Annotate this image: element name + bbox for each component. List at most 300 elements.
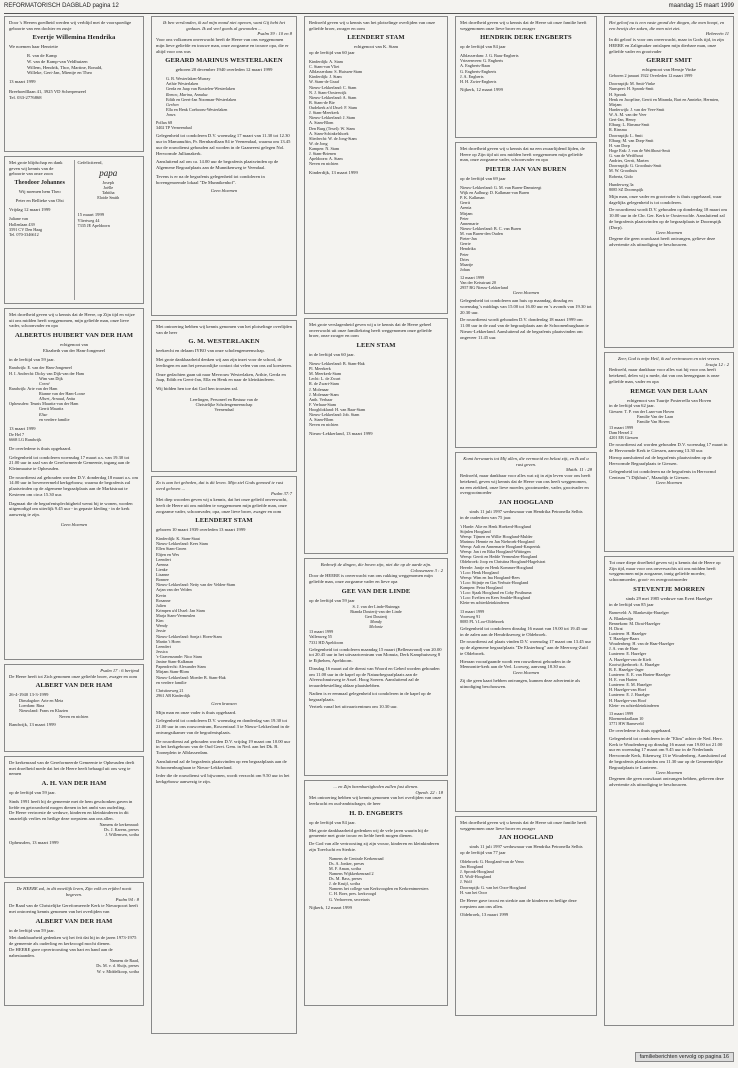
address-line: 8085 SZ Doornspijk xyxy=(609,186,644,192)
family-line: Lisanne xyxy=(156,572,170,578)
address-line: 3771 HW Barneveld xyxy=(609,721,644,727)
family-line: A. Blankestijn xyxy=(609,615,634,621)
family-line: H. E. van Harten xyxy=(609,677,638,683)
age-text: op de leeftijd van 69 jaar xyxy=(460,176,506,182)
deceased-name: JAN HOOGLAND xyxy=(498,834,554,842)
paragraph: De Heere vertroeste de weduwe, kinderen en kleinkinderen in dit smartelijk verlies en heilige deze roepstem aan ons allen. xyxy=(9,810,129,822)
family-line: A. Stam-Blom xyxy=(309,417,334,423)
header-left: REFORMATORISCH DAGBLAD pagina 12 xyxy=(4,3,119,9)
family-line: Namens het college van Kerkvoogden en Kerkrentmeesters xyxy=(329,886,429,892)
family-line: G. B. Westerlaken-Murray xyxy=(166,76,211,82)
paragraph: De rouwdienst wordt D.V. gehouden op donderdag 18 maart om 10.00 uur in de Chr. Ger. Kerk te Oosterwolde. Aansluitend zal de begrafenis plaatsvinden op de begraafplaats te Doornspijk (Dorp). xyxy=(609,207,727,230)
date: Nijkerk, 12 maart 1999 xyxy=(460,86,503,92)
family-line: Melanie xyxy=(369,624,383,630)
kid-name: Eloide Smith xyxy=(97,195,120,201)
family-line: H. Hazelger-van Hoef xyxy=(609,687,647,693)
family-line: Gerrie xyxy=(460,241,471,247)
death-notice-steventje-morren xyxy=(604,556,734,1026)
family-line: Klein-en achterkleinkinderen xyxy=(460,600,509,606)
family-line: Martin 't Hoen xyxy=(156,638,181,644)
address-line: Pollux 68 xyxy=(156,120,173,126)
family-line: Weesp: Jan t en Rika Hoogland-Wittingen xyxy=(460,549,531,555)
family-line: Bennekom: M. Dirat-Hazelger xyxy=(609,620,661,626)
paragraph: Dagmaat die de begrafenisplechtigheid wenst bij te wonen, worden uitgenodigd om uiterlijk 9.45 uur - in gepaste kleding - in de kerk aanwezig te zijn. xyxy=(9,500,133,518)
family-line: Doornspijk: G. Groothuis-Smit xyxy=(609,163,662,169)
signature-line: W. v. Middelkoop, scriba xyxy=(96,968,139,974)
family-line: Oldebroek: Joop en Christina Hoogland-Hagelstrat xyxy=(460,559,546,565)
family-line: Albert, Arnaud, Anita xyxy=(39,396,76,402)
age-text: in de leeftijd van 59 jaar. xyxy=(9,927,55,933)
quote: Zo is aan het gebeden, dat is dit leven. Mijn ziel Gods gemoed te rust werd geloven ... xyxy=(156,480,284,491)
paragraph: Met dankbaarheid gedenken wij het feit dat hij in de jaren 1973-1975 de gemeente als ouderling en kerkvoogd mocht dienen. xyxy=(9,935,137,947)
paragraph: Bedroefd, maar dankbaar voor alles wat hij voor ons heeft betekend, delen wij u mede, dat van ons heengegaan is onze geliefde man, vader en opa xyxy=(609,367,720,384)
family-line: J. Stam-Meerkerk xyxy=(309,110,340,116)
family-line: Weesp: Gerrit en Hedde Vermeulen-Hoogland xyxy=(460,554,538,560)
family-line: Lunteren: E. Hazelger xyxy=(609,651,647,657)
paragraph: De overledene is thuis opgebaard. xyxy=(9,445,72,451)
family-line: en verdere familie xyxy=(39,416,70,422)
quote-ref: Psalm 39 : 10 en 8 xyxy=(257,31,292,37)
family-line: Wijk en Aalburg: D. Kalkman-van Buren xyxy=(460,190,530,196)
family-line: Anth. Verhaar xyxy=(309,396,333,402)
dates: Geboren 2 januari 1922 Overleden 12 maart 1999 xyxy=(609,73,693,79)
family-line: Barneveld: A. Blankestijn-Hazelger xyxy=(609,610,669,616)
family-line: Kim xyxy=(156,618,164,624)
address-line: 2961 AB Kinderdijk xyxy=(156,692,191,698)
family-line: Lunteren: H. Hazelger xyxy=(609,630,647,636)
date: 15 maart 1999 xyxy=(77,212,105,218)
intro-text: Met grote blijdschap en dank geven wij kennis van de geboorte van onze zoon xyxy=(9,160,63,177)
death-notice-albert-family xyxy=(4,664,144,752)
family-line: Nieuw-Lekkerland: Job. Stam xyxy=(309,412,360,418)
family-line: Mirjam xyxy=(460,210,473,216)
family-line: J. Stam-Brienen xyxy=(309,151,336,157)
family-line: W. Stam-de Graaf xyxy=(309,79,340,85)
address-line: Christineweg 21 xyxy=(156,687,184,693)
sign-off: Geen bloemen xyxy=(655,480,683,486)
date: Opheusden, 13 maart 1999 xyxy=(9,840,59,846)
column-3 xyxy=(304,16,448,1010)
quote-ref: Openb. 22 : 18 xyxy=(415,789,443,795)
address-line: Bloemendaallaan 10 xyxy=(609,715,644,721)
family-line: J. A. van de Haar xyxy=(609,646,638,652)
sub-text: echtgenoot van Hensje Vinke xyxy=(642,67,696,73)
family-line: Randwijk: E. van der Ham-Jongeneel xyxy=(9,365,72,371)
family-line: A. Hazelger-van de Kieft xyxy=(609,656,652,662)
family-line: H. Spronk xyxy=(609,91,627,97)
family-line: Leendert xyxy=(156,643,171,649)
family-line: Loerdam: Rina xyxy=(19,703,45,709)
paragraph: Mijn man, onze vader en grootvader is thuis opgebaard, waar dagelijks gelegenheid is tot condoleren. xyxy=(609,193,722,205)
signature-line: Namens de kerkenraad: xyxy=(99,821,139,827)
address-line: Hunderweg 3a xyxy=(609,181,634,187)
sign-off: Geen bloemen xyxy=(655,230,683,236)
age-text: in de leeftijd van 85 jaar xyxy=(609,601,654,607)
family-line: Kinderdijk: K. Stam-Staat xyxy=(156,536,200,542)
age-text: in de leeftijd van 60 jaar. xyxy=(309,352,355,358)
family-line: Gerben xyxy=(166,101,179,107)
family-line: Arenia xyxy=(460,205,472,211)
kid-name: Joëlle xyxy=(103,184,114,190)
death-notice-jan-hoogland-family xyxy=(455,816,597,1016)
family-line: W. A. M. van der Veer xyxy=(609,112,647,118)
family-line: Apeldoorn: A. Stam xyxy=(309,156,343,162)
date: 13 maart 1999 xyxy=(9,425,36,431)
sign-off: Geen bloemen xyxy=(210,188,238,194)
address-line: 13 maart 1999 xyxy=(460,608,485,614)
deceased-name: ALBERT VAN DER HAM xyxy=(35,682,113,690)
paragraph: Met diep woorden geven wij u kennis, dat het onze geliefd onverwacht, heeft de Heere uit ons midden te weggenomen mijn geliefde man, onze zorgzame vader, schoonvader, opa, onze lieve broer, zwager en oom xyxy=(156,497,288,514)
address: Breehoedllaan 41, 3925 VD Scherpenzeel xyxy=(9,88,87,94)
date: 13 maart 1999 xyxy=(9,79,36,85)
family-line: Familie Van der Laan xyxy=(637,414,674,420)
paragraph: Sinds 1991 heeft hij de gemeente met de hem geschonken gaven in liefde en getrouwheid mogen dienen in het ambt van ouderling. xyxy=(9,798,133,810)
family-line: Nunspeet: H. Spronk-Smit xyxy=(609,86,654,92)
paragraph: De God van alle vertroosting zij zijn vrouw, kinderen en kleinkinderen zijn Toevlucht en Sterkte. xyxy=(309,841,439,852)
paragraph: Zij die geen kaart hebben ontvangen, kunnen deze advertentie als uitnodiging beschouwen. xyxy=(460,677,581,689)
family-line: Neven en nichten xyxy=(309,161,339,167)
family-list xyxy=(460,524,592,606)
column-4 xyxy=(455,16,597,1020)
age-text: in de leeftijd van 59 jaar. xyxy=(9,356,55,362)
family-line: Weesp: Wim en Ina Hoogland-Rees xyxy=(460,574,520,580)
paragraph: De rouwdienst wordt gehouden D.V. donderdag 18 maart 1999 om 11.00 uur in de zaal van de begraafplaats aan de Schoonenburghaan te Nieuw-Lekkerland. Aansluitend zal de begrafenis plaatsvinden om ongeveer 11.45 uur. xyxy=(460,317,589,340)
paragraph: Gelegenheid tot condoleren maandag 15 maart (Bellenavond) van 20.00 tot 20.45 uur in het uitvaartcentrum van Monuta, Derk Kamphuisweg 8 te Eijbehen, Apeldoorn. xyxy=(309,646,442,664)
paragraph: De Heere heeft tot Zich genomen onze geliefde broer, zwager en oom xyxy=(9,673,138,679)
death-notice-leen-stam xyxy=(304,318,448,554)
sub-text: sinds 11 juli 1997 weduwnaar van Hendrika Petronella Selbis xyxy=(469,844,583,850)
paragraph: Met grote dankbaarheid gedenken wij de vele jaren waarin hij de gemeente met grote trouw en liefde heeft mogen dienen. xyxy=(309,827,429,839)
family-line: Harderwijk: J. van der Veer-Smit xyxy=(609,106,665,112)
family-list xyxy=(309,361,443,428)
family-line: Gerda en Jaap van Boxtelen-Westerlaken xyxy=(166,86,235,92)
family-line: Vriezenveen: G. Engberts xyxy=(460,58,504,64)
signature-line: Veenendaal xyxy=(214,407,234,413)
family-line: Ds. A. Jonker, preses xyxy=(329,860,365,866)
family-line: Corné xyxy=(39,380,50,386)
family-line: Leendert xyxy=(156,556,171,562)
family-line: J. Wolf xyxy=(460,879,472,885)
age-text: in de leeftijd van 62 jaar. xyxy=(609,403,655,409)
family-line: A. Engberts-Baan xyxy=(460,63,491,69)
paragraph: Bedroefd geven wij u kennis van het plotselinge overlijden van onze geliefde broer, zwager en oom xyxy=(309,20,436,31)
family-line: Namens de Centrale Kerkenraad xyxy=(329,855,384,861)
family-list xyxy=(460,859,592,895)
paragraph: Met droefheid geven wij u kennis dat de Heere uit onze familie heeft weggenomen onze lieve broer en zwager xyxy=(460,820,587,831)
address-line: 13 maart 1999 xyxy=(609,710,634,716)
page-header xyxy=(4,3,734,14)
signature-line: J. Willemsen, scriba xyxy=(105,832,139,838)
family-line: Ellen Stam-Groen xyxy=(156,546,187,552)
paragraph: De Heere gave troost en sterkte aan de kinderen en heilige deze roepstem aan ons allen. xyxy=(460,897,577,909)
family-line: Oldebroek: G. Hoogland-van de Venn xyxy=(460,858,524,864)
child-name: Theodoor Johannes xyxy=(14,180,65,187)
age-text: op de leeftijd van 59 jaar. xyxy=(9,790,56,796)
family-line: Arthie Westerlaken xyxy=(166,81,199,87)
family-line: H. Hazelger-van Hoof xyxy=(609,697,647,703)
paragraph: Aansluitend zal om ca. 14.00 uur de begrafenis plaatsvinden op de Algemene Begraafplaats aan de Munnikenweg te Veendaal. xyxy=(156,159,279,171)
family-line: Klein- en achterkleinkinderen xyxy=(609,702,659,708)
sub-text: echtgenoot van K. Stam xyxy=(353,44,399,50)
deceased-name: LEENDERT STAM xyxy=(347,34,405,42)
address-line: 3591 CV Den Haag xyxy=(9,226,43,232)
address-line: 7335 JE Apeldoorn xyxy=(77,223,110,229)
quote-ref: Colossenzen 3 : 2 xyxy=(410,567,443,573)
child-name: Evertje Willemina Hendrika xyxy=(32,34,116,42)
family-line: Pl. Meerkerk xyxy=(309,366,331,372)
family-line: Ella en Henk Coebooru-Westerlaken xyxy=(166,106,228,112)
paragraph: Hieraan voorafgaande wordt een rouwdienst gehouden in de Mennonite-kerk aan de Verl. Looweg, aanvang 18.30 uur. xyxy=(460,658,571,670)
paragraph: Onze gedachten gaan uit naar Mevrouw Westerlaken, Arthie, Gerda en Jaap, Edith en Geert-Jan, Ella en Henk en naar de kleinkinderen. xyxy=(156,371,286,383)
family-line: Doornspijk: L. Smit xyxy=(609,132,643,138)
paragraph: Met grote verslagenheid geven wij u te kennis dat de Heere geheel onverwacht uit onze familiekring heeft weggenomen onze geliefde broer, onze zwager en oom xyxy=(309,322,432,339)
family-line: Dries xyxy=(460,256,470,262)
family-line: Nieuw-Lekkerland: Netty van der Velden-Stam xyxy=(156,582,236,588)
family-line: M. W. Groothuis xyxy=(609,168,638,174)
paragraph: De rouwdienst zal worden gehouden D.V. woensdag 17 maart in de Hervormde Kerk te Giessen, aanvang 13.30 uur. xyxy=(609,441,728,453)
family-line: M. F. Aman, scriba xyxy=(329,865,361,871)
quote: ... en Zijn barmhartigheden zullen fast dienen. xyxy=(333,784,419,789)
sub-text: echtgenoot van Tuurtje Posterrella van Hoven xyxy=(626,397,712,403)
family-line: C. Stam-van Vliet xyxy=(309,64,340,70)
family-line: P. K. Kalkman xyxy=(460,195,485,201)
family-line: D. Wolf-Hoogland xyxy=(460,874,492,880)
quote-ref: Jesaja 12 : 2 xyxy=(705,361,729,367)
family-line: G. Verhoeven, secretaris xyxy=(329,896,370,902)
continuation-link[interactable]: familieberichten vervolg op pagina 16 xyxy=(635,1052,734,1062)
sub-text: sinds 29 mei 1985 weduwe van Evert Hazelger xyxy=(625,595,713,601)
deceased-name: GEE VAN DER LINDE xyxy=(341,587,411,595)
birth-announcement-evertje xyxy=(4,16,144,152)
family-line: 't Harde: Alie en Henk Hoekerd-Hoogland xyxy=(460,523,531,529)
paragraph: Dinsdag 16 maart zal de dienst van Woord en Gebed worden gehouden om 11.00 uur in de kapel op de Natuurbegraafplaats aan de Alverschnuisweg te Assel. Hoog Soeren. Aansluitend zal de teraardebestelling aldaar plaatshebben. xyxy=(309,665,440,689)
family-line: Krimpen a/d IJssel: Jan Stam xyxy=(156,607,205,613)
family-line: 't Loo: Stijntje en Gas Verhuis-Hoogland xyxy=(460,579,529,585)
address-line: Juliane van xyxy=(9,216,28,222)
family-line: H. I. Andrecht: Dicky van Dijk-van der Ham xyxy=(9,370,85,376)
paragraph: Ieder die de rouwdienst wil bijwonen, wordt verzocht om 9.50 uur in het kerkgebouw aanwezig te zijn. xyxy=(156,773,290,785)
quote: Zeer, God is mijn Heil, ik zal vertrouwen en niet vrezen. xyxy=(617,356,721,361)
deceased-name: LEENDERT STAM xyxy=(195,517,253,525)
deceased-name: ALBERT VAN DER HAM xyxy=(35,917,113,925)
address-line: Vallenweg 55 xyxy=(309,634,332,640)
family-line: J. Molenaar xyxy=(309,386,329,392)
sub-text: We noemen haar Henriette xyxy=(9,44,58,50)
family-line: Mandy xyxy=(370,619,382,625)
family-line: J. Molenaar-Stam xyxy=(309,391,339,397)
family-line: Lunteren: E. M. Hazelger xyxy=(609,682,652,688)
family-line: Sliedrecht: W. de Jong-Stam xyxy=(309,135,357,141)
family-line: Wim van Dijk xyxy=(39,375,63,381)
death-notice-remge-van-der-laan xyxy=(604,352,734,552)
family-line: Elburg: L. Rinsma-Smit xyxy=(609,122,650,128)
family-line: Marinus: Hennie en Jan Niebroek-Hoogland xyxy=(460,538,535,544)
family-line: Alblasserdam: J. G. Baas-Engberts xyxy=(460,53,519,59)
family-line: Gert-Jan, Henry xyxy=(609,117,636,123)
deceased-name: PIETER JAN VAN BUREN xyxy=(485,166,567,174)
family-line: Doornspijk: G. van het Ooor-Hoogland xyxy=(460,884,526,890)
family-list xyxy=(609,610,729,707)
family-line: Nieuw-Lekkerland: A. Stam xyxy=(309,94,357,100)
family-line: Elburg: M. van Dorp-Smit xyxy=(609,137,654,143)
family-line: Oudekerk a/d IJssel: F. Stam xyxy=(309,105,357,111)
church-notice-engberts xyxy=(304,780,448,1006)
paragraph: In dit geloof is voor ons onverwacht, maar in Gods tijd, in zijn HEERE en Zaligmaker ontslapen mijn dierbare man, onze geliefde vader en grootvader xyxy=(609,37,724,54)
family-line: R. de Zwart-Stam xyxy=(309,381,339,387)
paragraph: De overledene is thuis opgebaard. xyxy=(609,728,672,734)
family-line: Jones xyxy=(166,112,176,118)
telephone: Tel. 033-2776868 xyxy=(9,94,42,100)
header-right: maandag 15 maart 1999 xyxy=(668,3,734,9)
family-line: Rosanne xyxy=(156,597,171,603)
family-line: Nieuw-Lekkerland: Sonja t Hoen-Stam xyxy=(156,633,222,639)
family-line: Nieuw-Lekkerland: J. Stam xyxy=(309,115,356,121)
paragraph: De rouwdienst zal gehouden worden D.V. vrijdag 19 maart om 10.00 uur in het kerkgebouw van de Oud Gerei. Gem. in Ned. aan het Dk. B. Tooneplein te Alblasserdam. xyxy=(156,738,291,756)
family-line: H. Dirat xyxy=(609,625,623,631)
death-notice-albertus xyxy=(4,308,144,660)
family-line: Papendrecht: Alexander Stam xyxy=(156,664,206,670)
family-line: Weesp: Aalt en Annemarie Hoogland-Kaspertsk xyxy=(460,544,541,550)
family-line: B. E. Hazelger-Jager xyxy=(609,666,644,672)
quote: De HEERE zal, in dit moeilijk leven, Zijn volk en erfdeel nooit begeven. xyxy=(16,886,132,897)
intro-text: Met droefheid geven wij u kennis dat de Heere, op Zijn tijd en wijze uit ons midden heeft weggenomen, mijn geliefde man, onze lieve vader, schoonvader en opa xyxy=(9,312,135,329)
family-line: Peter xyxy=(460,215,469,221)
paragraph: Met ontroering hebben wij kennis genomen van het overlijden van onze leerkracht en oud-ambtsdrager, de heer xyxy=(309,795,442,807)
address-line: Van der Keisstraat 20 xyxy=(460,280,496,286)
death-notice-gerard xyxy=(151,16,297,316)
family-line: 't Loo: Henk Hoogland xyxy=(460,569,499,575)
signature-line: Ds. J. Karens, preses xyxy=(104,827,139,832)
family-line: 't Loo: Evelien en Kees Smilde-Hoogland xyxy=(460,595,530,601)
address-line: 13 maart 1999 xyxy=(609,424,634,430)
deceased-name: STEVENTJE MORREN xyxy=(633,585,705,593)
deceased-name: LEEN STAM xyxy=(356,342,396,350)
dates: geboren 20 december 1940 overleden 12 maart 1999 xyxy=(175,67,273,73)
family-line: Nieuw-Lekkerland: Kees Stam xyxy=(156,541,208,547)
kid-name: Tabitha xyxy=(102,189,115,195)
family-line: en verdere familie xyxy=(156,679,187,685)
deceased-name: ALBERTUS HUIBERT VAN DER HAM xyxy=(14,332,134,340)
kid-name: Joseph xyxy=(102,179,114,185)
family-line: Andries, Gerrit, Marten xyxy=(609,158,649,164)
family-line: Gert Douterij xyxy=(364,613,388,619)
family-list xyxy=(9,365,139,421)
age-text: op de leeftijd van 77 jaar xyxy=(460,850,506,856)
paragraph: Mijn man en onze vader is thuis opgebaard. xyxy=(156,709,237,715)
paragraph: Gelegenheid tot condoleren aan huis op maandag, dinsdag en woensdag 's middags van 15.00 tot 16.00 uur en 's avonds van 19.30 tot 20.30 uur. xyxy=(460,298,592,315)
address-line: 3402 TP Verneendaal xyxy=(156,125,192,131)
quote: Het geloof nu is een vaste grond der dingen, die men hoopt, en een bewijs der zaken, die men niet ziet. xyxy=(609,20,725,31)
birth-announcement-theodoor xyxy=(4,156,144,304)
family-line: Wendy xyxy=(156,623,168,629)
family-line: N. J. Stam-Oosterwijk xyxy=(309,89,347,95)
paragraph: Met ontroering hebben wij kennis genomen van het plotselinge overlijden van de heer xyxy=(156,324,292,335)
family-line: Nieuw-Lekkerland: B. C. van Buren xyxy=(460,225,521,231)
family-line: Pieter-Jan xyxy=(460,236,477,242)
deceased-name: HENDRIK DERK ENGBERTS xyxy=(480,34,572,42)
date: Nijkerk, 12 maart 1999 xyxy=(309,904,352,910)
family-line: J. Spronk-Hoogland xyxy=(460,869,494,875)
death-notice-leendert-family xyxy=(304,16,448,314)
sign-off: Geen bloemen xyxy=(60,521,88,527)
quote-ref: Matth. 11 : 28 xyxy=(566,467,592,473)
date: Randwijk, 13 maart 1999 xyxy=(9,721,56,727)
signature-line: Namens de Raad, xyxy=(109,958,139,964)
family-line: Kinderdijk: A. Stam xyxy=(309,58,343,64)
family-line: Arjan van der Velden xyxy=(156,587,192,593)
family-line: T. Hazelger-Baars xyxy=(609,636,640,642)
family-line: Mirjam Stam-Blom xyxy=(156,669,189,675)
date: Vrijdag 12 maart 1999 xyxy=(9,206,51,212)
family-line: Hoge Enk: J. van de Weiffhout-Smit xyxy=(609,147,670,153)
family-line: Peter xyxy=(460,251,469,257)
family-line: A. Stam-Blom xyxy=(309,120,334,126)
address-line: Tel. 070-3346612 xyxy=(9,231,39,237)
family-line: G. Engberts-Engberts xyxy=(460,68,497,74)
family-line: H. H. Zwier-Engberts xyxy=(460,78,497,84)
family-line: Remco, Marina, Annaluc xyxy=(166,91,209,97)
family-line: Opheusden: Teunis Mauritz-van der Ham xyxy=(9,401,79,407)
signature-line: Christelijke Scholengemeenschap xyxy=(195,402,253,407)
deceased-name: REMGE VAN DER LAAN xyxy=(630,387,708,395)
family-line: Jessica xyxy=(156,648,168,654)
death-notice-gee-van-der-linde xyxy=(304,558,448,776)
paragraph: Gelegenheid tot condoleren na de begrafenis in Hervormd Centrum "'t Dijkhuis", Maasdijk te Giessen. xyxy=(609,468,716,480)
family-line: Arenna xyxy=(156,561,169,567)
family-line: Johan xyxy=(460,266,470,272)
deceased-name: GERARD MARINUS WESTERLAKEN xyxy=(165,57,283,65)
family-line: Kevin xyxy=(156,592,167,598)
family-line: Willeke, Gert-Jan, Mientje en Theo xyxy=(27,70,93,76)
paragraph: De kerkenraad van de Gereformeerde Gemeente te Opheusden deelt met droefheid mede dat het de Heere heeft behaagd uit ons weg te nemen xyxy=(9,760,135,777)
family-line: Lienke xyxy=(156,566,168,572)
family-line: Nieuw-Lekkerland: C. Stam xyxy=(309,84,357,90)
family-line: Kinderdijk: J. Stam xyxy=(309,74,342,80)
family-list xyxy=(156,536,292,685)
quote: Komt herwaarts tot Mij allen, die vermoeid en belast zijt, en Ik zal u rust geven. xyxy=(463,456,589,467)
age-text: op de leeftijd van 84 jaar xyxy=(460,44,506,50)
paragraph: Degene die geen rouwkaart heeft ontvangen, gelieve deze advertentie als uitnodiging te beschouwen. xyxy=(609,236,716,247)
family-line: Elize xyxy=(39,411,48,417)
paragraph: De rouwdienst zal gehouden worden D.V. donderdag 18 maart a.s. om 14.00 uur in bovenvermeld kerkgebouw, waarna de begrafenis zal plaatsvinden op de algemene begraafplaats aan de Marktstraat te Kesteren om circa 15.30 uur. xyxy=(9,474,139,497)
paragraph: Aansluitend zal de begrafenis plaatsvinden op een begraafplaats aan de Schoonenburghaan te Nieuw-Lekkerland. xyxy=(156,758,287,770)
signature-line: Ds. M. v. d. Sluijs, preses xyxy=(96,963,139,969)
sub-text: Wij noemen hem Theo xyxy=(18,189,61,195)
family-line: Stijnlen Hoogland xyxy=(460,528,491,534)
family-line: S. J. van der Linde-Ruinnga xyxy=(352,603,400,609)
sub-text: echtgenoot van xyxy=(60,342,88,348)
family-line: Edith en Geert-Jan Noorman-Westerlaken xyxy=(166,96,237,102)
address-line: 2957 BG Nieuw-Lekkerland xyxy=(460,285,508,291)
family-line: Henk en Jacqeline, Gerrit en Miranda, Bart en Annieke, Hermien, Mirjam xyxy=(609,96,720,107)
paragraph: Nadien is er eenmaal gelegenheid tot condoleren in de kapel op de begraafplaats. xyxy=(309,690,432,702)
deceased-name: GERRIT SMIT xyxy=(646,57,692,65)
paragraph: Degenen die geen rouwkaart ontvangen hebben, gelieven deze advertentie als uitnodiging te beschouwen. xyxy=(609,776,724,787)
family-line: Familie Van Hoven xyxy=(637,419,670,425)
paragraph: Met droefheid geven wij u kennis dat na een zwaarlijdend lijden, de Heere op Zijn tijd uit ons midden heeft weggenomen mijn geliefde man, onze zorgzame vader, schoonvader en opa xyxy=(460,146,585,163)
family-line: F. Verhaar-Stam xyxy=(309,401,336,407)
address-line: 13 maart 1999 xyxy=(309,629,334,635)
date: Oldebroek, 13 maart 1999 xyxy=(460,912,509,918)
paragraph: Gelegenheid tot condoleren D.V. woensdag 17 maart van 11.30 tot 12.30 uur in Mamanuftin, Pr. Bernhardlaan 84 te Veenendaal, waarna om 13.45 uur de rouwdienst gehouden zal worden in de Gaaneeest gelegen Nol. Hervormde Jullianakerk. xyxy=(156,133,291,156)
family-line: Hoogblokland: H. van Baar-Stam xyxy=(309,407,366,413)
family-line: Alblasserdam: S. Huissen-Stam xyxy=(309,69,363,75)
column-1 xyxy=(4,16,144,1010)
family-line: Giessen: T. P. van der Laan-van Hoven xyxy=(609,409,675,415)
family-line: J. A. Engberts xyxy=(460,73,484,79)
family-line: Lunteren: E. E. van Harten-Hazelger xyxy=(609,671,671,677)
family-line: Kootwijkerbroek: A. Hazelger xyxy=(609,661,660,667)
